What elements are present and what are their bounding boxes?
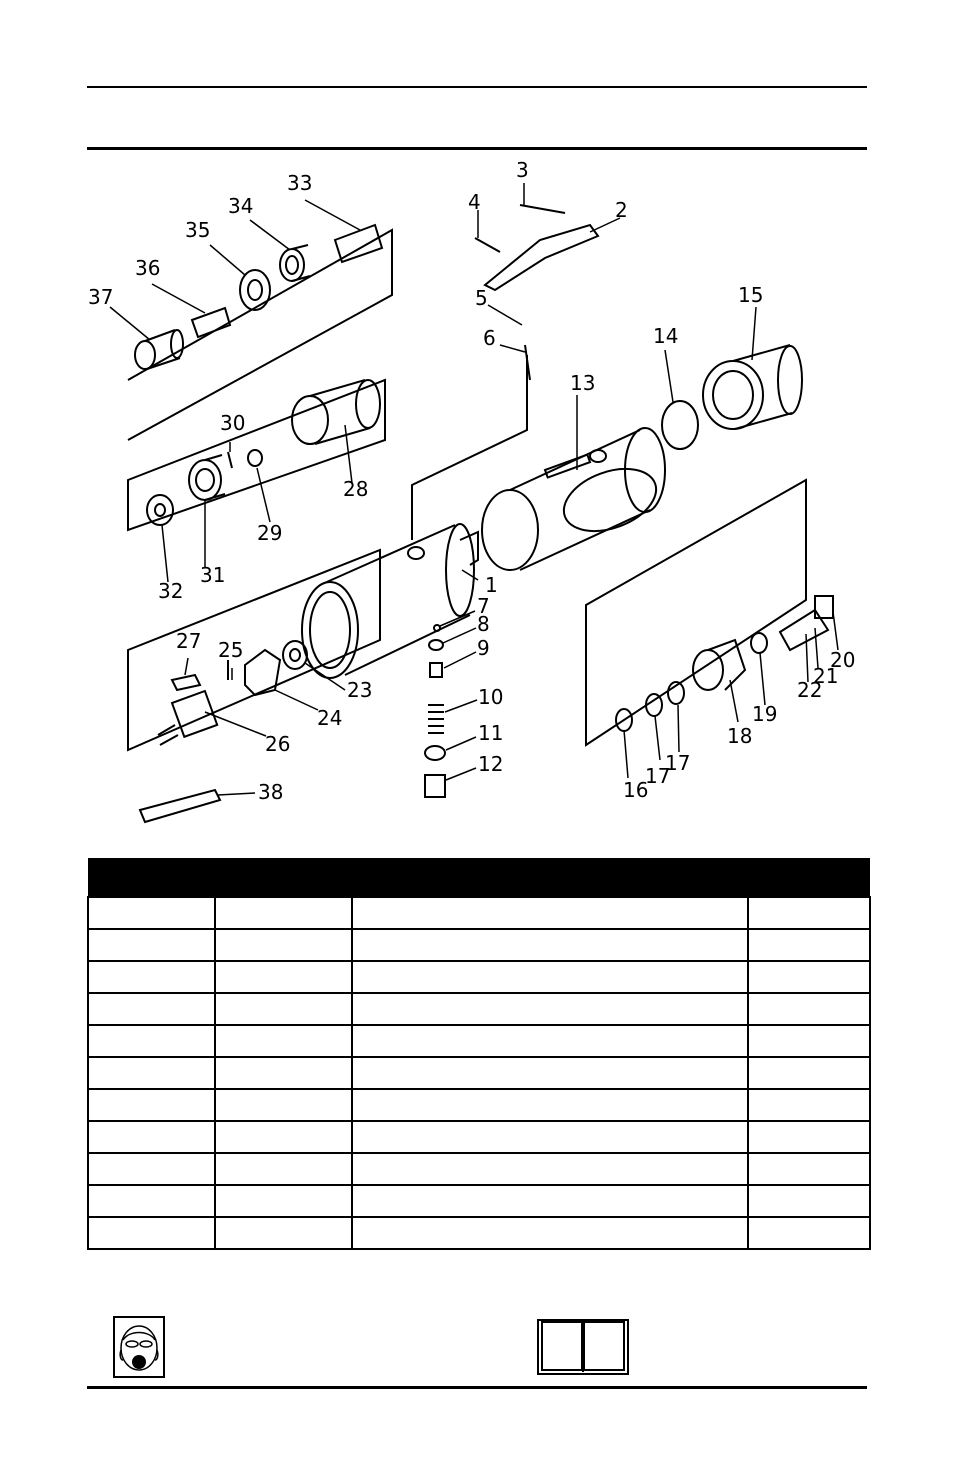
exhaust-18	[693, 640, 745, 690]
table-cell	[352, 1121, 748, 1153]
callout-34: 34	[228, 194, 254, 218]
callout-36: 36	[135, 256, 161, 280]
header-cell	[88, 858, 215, 897]
footer-rule	[87, 1386, 867, 1389]
bearing-23	[283, 641, 307, 669]
table-cell	[88, 1057, 215, 1089]
parts-table	[87, 858, 871, 1250]
table-cell	[215, 1217, 352, 1249]
o-ring-14	[662, 401, 698, 449]
table-cell	[215, 929, 352, 961]
connector-line-6	[412, 355, 527, 540]
callout-32: 32	[158, 579, 184, 603]
nut-34	[280, 245, 310, 281]
callout-27: 27	[176, 629, 202, 653]
callout-8: 8	[477, 612, 490, 636]
table-cell	[88, 993, 215, 1025]
table-cell	[352, 1025, 748, 1057]
table-cell	[748, 1121, 870, 1153]
table-cell	[352, 1153, 748, 1185]
table-cell	[352, 993, 748, 1025]
table-row	[88, 961, 870, 993]
table-cell	[88, 1121, 215, 1153]
group-outline-top-left	[128, 230, 392, 440]
callout-20: 20	[830, 648, 856, 672]
table-cell	[352, 961, 748, 993]
callout-4: 4	[468, 190, 481, 214]
table-cell	[88, 1217, 215, 1249]
callout-29: 29	[257, 521, 283, 545]
parts-table-header	[88, 858, 870, 897]
callout-19: 19	[752, 702, 778, 726]
top-rule	[87, 86, 867, 88]
group-outline-mid-left	[128, 380, 385, 530]
bearing-32	[147, 495, 173, 525]
table-row	[88, 1089, 870, 1121]
callout-9: 9	[477, 636, 490, 660]
table-cell	[748, 1185, 870, 1217]
callout-23: 23	[347, 678, 373, 702]
table-cell	[88, 1185, 215, 1217]
table-row	[88, 1025, 870, 1057]
callout-1: 1	[485, 573, 498, 597]
table-cell	[215, 961, 352, 993]
table-cell	[748, 1089, 870, 1121]
table-cell	[215, 1057, 352, 1089]
table-cell	[748, 993, 870, 1025]
callout-30: 30	[220, 411, 246, 435]
ring-29	[248, 450, 262, 466]
table-cell	[748, 929, 870, 961]
spring-10	[428, 705, 444, 733]
callout-14: 14	[653, 324, 679, 348]
table-cell	[88, 1153, 215, 1185]
pin-4	[475, 238, 500, 252]
exploded-parts-diagram	[0, 150, 954, 850]
sleeve-13	[482, 428, 665, 570]
housing-1	[302, 524, 478, 678]
table-cell	[215, 993, 352, 1025]
table-cell	[215, 1121, 352, 1153]
callout-13: 13	[570, 371, 596, 395]
callout-12: 12	[478, 752, 504, 776]
callout-15: 15	[738, 283, 764, 307]
ball-7	[434, 625, 440, 631]
table-row	[88, 1185, 870, 1217]
callout-31: 31	[200, 563, 226, 587]
callout-17a: 17	[645, 764, 671, 788]
table-cell	[352, 929, 748, 961]
shaft-26	[158, 691, 217, 745]
callout-5: 5	[475, 286, 488, 310]
valve-9	[430, 663, 442, 677]
callout-10: 10	[478, 685, 504, 709]
table-cell	[748, 1057, 870, 1089]
lever-2	[485, 225, 598, 290]
table-cell	[88, 929, 215, 961]
table-row	[88, 1217, 870, 1249]
callout-labels	[88, 158, 855, 804]
table-cell	[215, 1089, 352, 1121]
table-cell	[88, 1025, 215, 1057]
table-row	[88, 1057, 870, 1089]
table-cell	[215, 897, 352, 929]
table-cell	[88, 897, 215, 929]
table-cell	[748, 1153, 870, 1185]
nut-31	[189, 455, 225, 500]
key-27	[172, 675, 200, 690]
table-cell	[352, 1089, 748, 1121]
ring-19	[751, 633, 767, 653]
callout-22: 22	[797, 678, 823, 702]
table-cell	[88, 961, 215, 993]
header-cell	[748, 858, 870, 897]
rotor-cam-24	[245, 650, 280, 695]
table-cell	[748, 961, 870, 993]
callout-38: 38	[258, 780, 284, 804]
washer-8	[429, 640, 443, 650]
callout-35: 35	[185, 218, 211, 242]
callout-37: 37	[88, 285, 114, 309]
table-row	[88, 897, 870, 929]
washer-11	[425, 746, 445, 760]
table-row	[88, 929, 870, 961]
callout-25: 25	[218, 638, 244, 662]
wrench-38	[140, 790, 220, 822]
table-cell	[352, 1217, 748, 1249]
table-row	[88, 1121, 870, 1153]
header-cell	[215, 858, 352, 897]
table-cell	[215, 1185, 352, 1217]
callout-16: 16	[623, 778, 649, 802]
table-cell	[352, 897, 748, 929]
callout-6: 6	[483, 326, 496, 350]
callout-18: 18	[727, 724, 753, 748]
pin-3	[520, 205, 565, 213]
callout-2: 2	[615, 198, 628, 222]
callout-24: 24	[317, 706, 343, 730]
table-row	[88, 993, 870, 1025]
plug-12	[425, 775, 445, 797]
callout-33: 33	[287, 171, 313, 195]
header-cell	[352, 858, 748, 897]
table-cell	[352, 1057, 748, 1089]
bearing-23-inner	[290, 649, 300, 661]
read-manual-icon	[536, 1318, 630, 1376]
callout-11: 11	[478, 721, 504, 745]
callout-17b: 17	[665, 751, 691, 775]
callout-26: 26	[265, 732, 291, 756]
spindle-33	[335, 225, 382, 262]
collet-36	[192, 308, 230, 337]
callout-3: 3	[516, 158, 529, 182]
collar-35	[240, 270, 270, 310]
table-cell	[748, 897, 870, 929]
table-cell	[88, 1089, 215, 1121]
spring-30	[228, 452, 232, 468]
table-cell	[748, 1025, 870, 1057]
table-cell	[748, 1217, 870, 1249]
table-cell	[215, 1153, 352, 1185]
callout-28: 28	[343, 477, 369, 501]
callout-7: 7	[477, 594, 490, 618]
eye-ear-protection-icon	[113, 1316, 165, 1378]
table-row	[88, 1153, 870, 1185]
table-cell	[215, 1025, 352, 1057]
callout-21: 21	[813, 664, 839, 688]
table-cell	[352, 1185, 748, 1217]
